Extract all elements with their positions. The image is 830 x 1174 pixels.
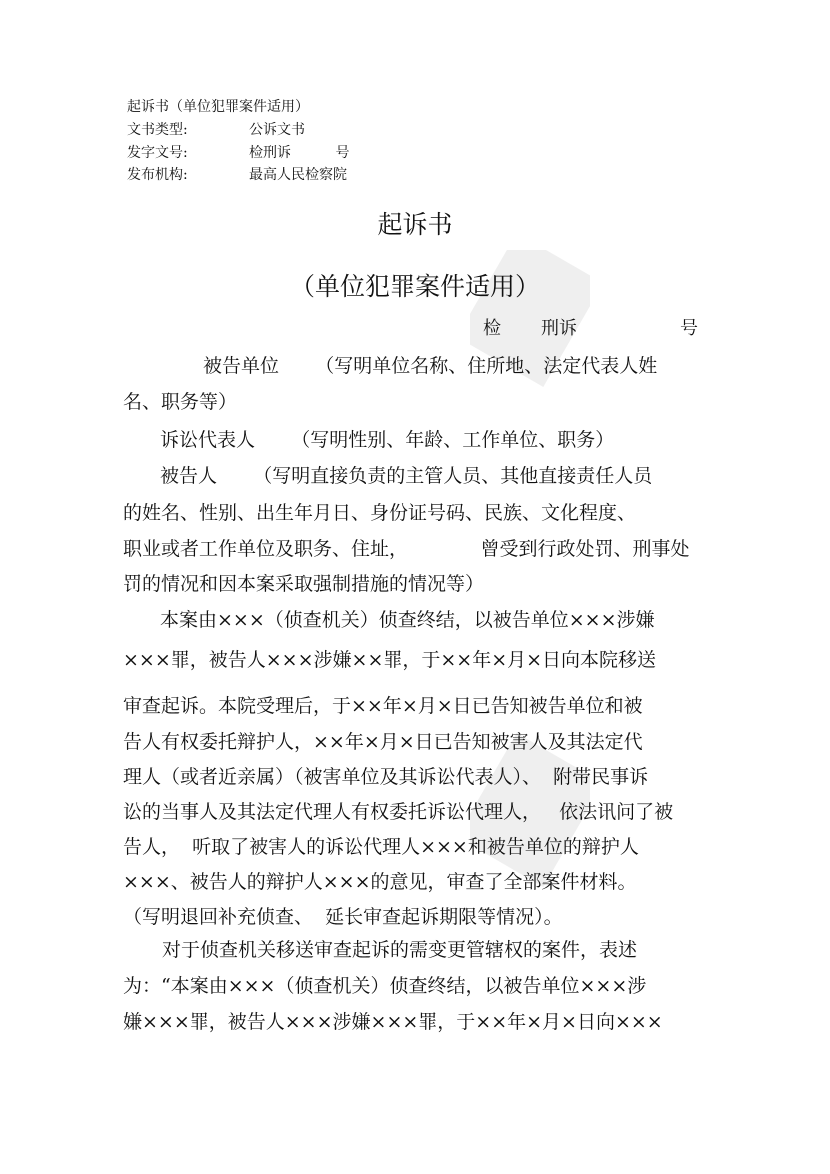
body-line: ×××罪，被告人×××涉嫌××罪，于××年×月×日向本院移送 [123, 649, 657, 671]
body-line: 理人（或者近亲属）（被害单位及其诉讼代表人）、 附带民事诉 [123, 766, 649, 788]
issuer-label: 发布机构: [127, 167, 188, 183]
body-line: 告人， 听取了被害人的诉讼代理人×××和被告单位的辩护人 [123, 836, 639, 858]
body-line: 罚的情况和因本案采取强制措施的情况等） [123, 573, 485, 595]
page-subtitle: （单位犯罪案件适用） [289, 272, 540, 301]
doc-number-value: 检刑诉 号 [249, 145, 350, 161]
body-line: ×××、被告人的辩护人×××的意见，审查了全部案件材料。 [123, 871, 637, 893]
doc-number-label: 发字文号: [127, 145, 188, 161]
body-line: 讼的当事人及其法定代理人有权委托诉讼代理人， 依法讯问了被 [123, 801, 674, 823]
doc-type-label: 文书类型: [127, 122, 188, 138]
body-line: 名、职务等） [123, 391, 238, 413]
body-line: 为：“本案由×××（侦查机关）侦查终结，以被告单位×××涉 [123, 975, 647, 997]
body-line: 嫌×××罪，被告人×××涉嫌×××罪，于××年×月×日向××× [123, 1011, 663, 1033]
body-line: 职业或者工作单位及职务、住址， 曾受到行政处罚、刑事处 [123, 538, 690, 560]
body-line: 被告人 （写明直接负责的主管人员、其他直接责任人员 [160, 465, 653, 487]
issuer-value: 最高人民检察院 [249, 167, 347, 183]
body-line: 本案由×××（侦查机关）侦查终结，以被告单位×××涉嫌 [160, 609, 655, 631]
body-line: 审查起诉。本院受理后，于××年×月×日已告知被告单位和被 [123, 695, 643, 717]
body-line: 对于侦查机关移送审查起诉的需变更管辖权的案件，表述 [162, 939, 638, 961]
doc-number-line: 检 刑诉 号 [483, 318, 699, 339]
body-line: 的姓名、性别、出生年月日、身份证号码、民族、文化程度、 [123, 502, 637, 524]
body-line: 诉讼代表人 （写明性别、年龄、工作单位、职务） [160, 429, 615, 451]
page-title: 起诉书 [377, 210, 453, 239]
body-line: （写明退回补充侦查、 延长审查起诉期限等情况）。 [123, 906, 563, 928]
header-title: 起诉书（单位犯罪案件适用） [127, 99, 309, 115]
doc-type-value: 公诉文书 [249, 122, 305, 138]
body-line: 被告单位 （写明单位名称、住所地、法定代表人姓 [203, 355, 658, 377]
body-line: 告人有权委托辩护人，××年×月×日已告知被害人及其法定代 [123, 731, 643, 753]
